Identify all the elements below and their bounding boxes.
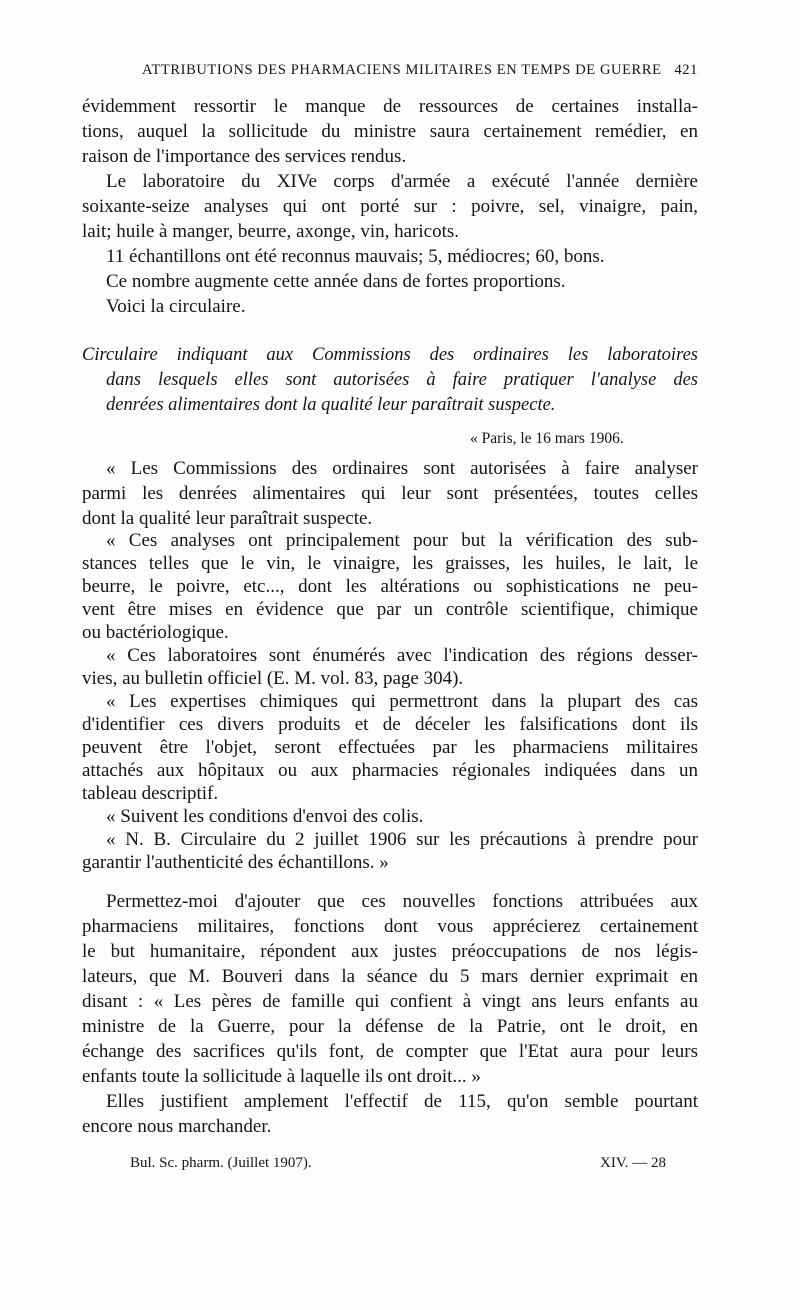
heading-line: Circulaire indiquant aux Commissions des ordinaires les laboratoires	[82, 345, 698, 365]
text-line: disant : « Les pères de famille qui confient à vingt ans leurs enfants au	[82, 991, 698, 1012]
text-line: soixante-seize analyses qui ont porté sur : poivre, sel, vinaigre, pain,	[82, 196, 698, 217]
text-line: peuvent être l'objet, seront effectuées par les pharmaciens militaires	[82, 737, 698, 758]
text-line: stances telles que le vin, le vinaigre, les graisses, les huiles, le lait, le	[82, 553, 698, 574]
text-line: Voici la circulaire.	[106, 296, 246, 317]
text-line: vent être mises en évidence que par un contrôle scientifique, chimique	[82, 599, 698, 620]
text-line: évidemment ressortir le manque de ressources de certaines installa-	[82, 96, 698, 117]
text-line: 11 échantillons ont été reconnus mauvais; 5, médiocres; 60, bons.	[106, 246, 605, 267]
text-line: vies, au bulletin officiel (E. M. vol. 83, page 304).	[82, 668, 464, 689]
text-line: « N. B. Circulaire du 2 juillet 1906 sur les précautions à prendre pour	[106, 829, 698, 850]
text-line: d'identifier ces divers produits et de déceler les falsifications dont ils	[82, 714, 698, 735]
text-line: garantir l'authenticité des échantillons. »	[82, 852, 389, 873]
text-line: Permettez-moi d'ajouter que ces nouvelles fonctions attribuées aux	[106, 891, 698, 912]
text-line: échange des sacrifices qu'ils font, de compter que l'Etat aura pour leurs	[82, 1041, 698, 1062]
text-line: « Ces laboratoires sont énumérés avec l'indication des régions desser-	[106, 645, 698, 666]
text-line: Ce nombre augmente cette année dans de fortes proportions.	[106, 271, 566, 292]
text-line: dont la qualité leur paraîtrait suspecte.	[82, 508, 373, 529]
text-line: raison de l'importance des services rendus.	[82, 146, 407, 167]
heading-line: dans lesquels elles sont autorisées à faire pratiquer l'analyse des	[106, 370, 698, 390]
text-line: attachés aux hôpitaux ou aux pharmacies régionales indiquées dans un	[82, 760, 698, 781]
text-line: enfants toute la sollicitude à laquelle ils ont droit... »	[82, 1066, 481, 1087]
footer-citation: Bul. Sc. pharm. (Juillet 1907).	[130, 1155, 312, 1171]
text-line: Le laboratoire du XIVe corps d'armée a exécuté l'année dernière	[106, 171, 698, 192]
text-line: « Les Commissions des ordinaires sont autorisées à faire analyser	[106, 458, 698, 479]
dateline: « Paris, le 16 mars 1906.	[470, 430, 624, 447]
text-line: beurre, le poivre, etc..., dont les altérations ou sophistications ne peu-	[82, 576, 698, 597]
text-line: le but humanitaire, répondent aux justes préoccupations de nos légis-	[82, 941, 698, 962]
text-line: Elles justifient amplement l'effectif de 115, qu'on semble pourtant	[106, 1091, 698, 1112]
header-title: ATTRIBUTIONS DES PHARMACIENS MILITAIRES EN TEMPS DE GUERRE	[142, 62, 662, 78]
page-footer	[108, 1155, 668, 1177]
text-line: ou bactériologique.	[82, 622, 229, 643]
text-line: tableau descriptif.	[82, 783, 219, 804]
text-line: lait; huile à manger, beurre, axonge, vin, haricots.	[82, 221, 459, 242]
text-line: tions, auquel la sollicitude du ministre saura certainement remédier, en	[82, 121, 698, 142]
text-line: ministre de la Guerre, pour la défense de la Patrie, ont le droit, en	[82, 1016, 698, 1037]
text-line: « Suivent les conditions d'envoi des colis.	[106, 806, 424, 827]
text-line: parmi les denrées alimentaires qui leur sont présentées, toutes celles	[82, 483, 698, 504]
page-number: 421	[674, 62, 698, 78]
text-line: « Les expertises chimiques qui permettront dans la plupart des cas	[106, 691, 698, 712]
text-line: pharmaciens militaires, fonctions dont vous apprécierez certainement	[82, 916, 698, 937]
heading-line: denrées alimentaires dont la qualité leur paraîtrait suspecte.	[106, 395, 556, 415]
footer-signature: XIV. — 28	[600, 1155, 666, 1171]
text-line: « Ces analyses ont principalement pour but la vérification des sub-	[106, 530, 698, 551]
running-header	[108, 62, 698, 86]
text-line: encore nous marchander.	[82, 1116, 272, 1137]
text-line: lateurs, que M. Bouveri dans la séance du 5 mars dernier exprimait en	[82, 966, 698, 987]
